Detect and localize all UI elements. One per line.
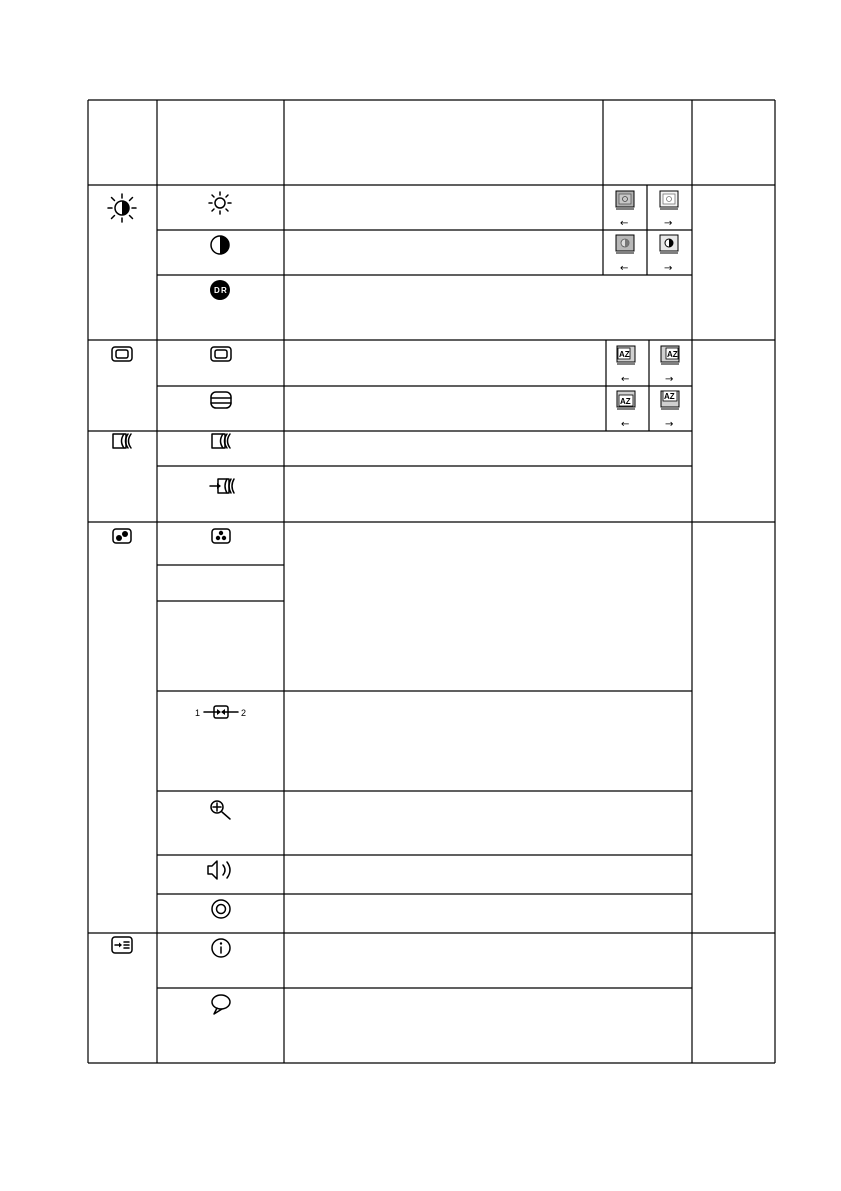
brightness-decrease-swatch: [616, 191, 634, 209]
contrast-left-arrow: ←: [620, 263, 629, 274]
input-1-label: 1: [195, 708, 201, 718]
input-signal-icon: [195, 706, 246, 718]
audio-icon: [208, 861, 230, 879]
contrast-increase-swatch: [660, 235, 678, 253]
brightness-left-arrow: ←: [620, 218, 629, 229]
brightness-right-arrow: →: [664, 218, 673, 229]
image-properties-icon: [113, 529, 131, 543]
mode-icon: [212, 900, 230, 918]
vertical-down-swatch-text: AZ: [620, 397, 631, 406]
vertical-up-swatch: [661, 391, 679, 409]
contrast-icon: [211, 236, 229, 254]
contrast-right-arrow: →: [664, 263, 673, 274]
vertical-up-swatch-text: AZ: [664, 392, 675, 401]
brightness-icon: [209, 192, 231, 214]
vertical-left-arrow: ←: [621, 419, 630, 430]
vertical-right-arrow: →: [665, 419, 674, 430]
horizontal-left-swatch: [617, 346, 635, 364]
dcr-icon: [210, 280, 230, 300]
horizontal-right-swatch: [661, 346, 679, 364]
contrast-decrease-swatch: [616, 235, 634, 253]
horizontal-position-icon: [211, 347, 231, 361]
image-setup-icon: [113, 434, 131, 448]
language-icon: [212, 995, 230, 1014]
svg-text:D: D: [214, 286, 220, 295]
manual-setup-icon: [210, 479, 234, 493]
brightness-contrast-icon: [108, 194, 136, 222]
input-2-label: 2: [241, 708, 247, 718]
horizontal-right-arrow: →: [665, 374, 674, 385]
horizontal-right-swatch-text: AZ: [667, 350, 678, 359]
information-icon: [212, 939, 230, 957]
vertical-down-swatch: [617, 391, 635, 409]
horizontal-left-arrow: ←: [621, 374, 630, 385]
image-position-icon: [112, 347, 132, 361]
options-icon: [112, 937, 132, 953]
horizontal-left-swatch-text: AZ: [619, 350, 630, 359]
scaling-icon: [211, 801, 230, 819]
automatic-setup-icon: [212, 434, 230, 448]
color-icon: [212, 529, 230, 543]
brightness-increase-swatch: [660, 191, 678, 209]
vertical-position-icon: [211, 392, 231, 408]
svg-text:R: R: [221, 286, 227, 295]
